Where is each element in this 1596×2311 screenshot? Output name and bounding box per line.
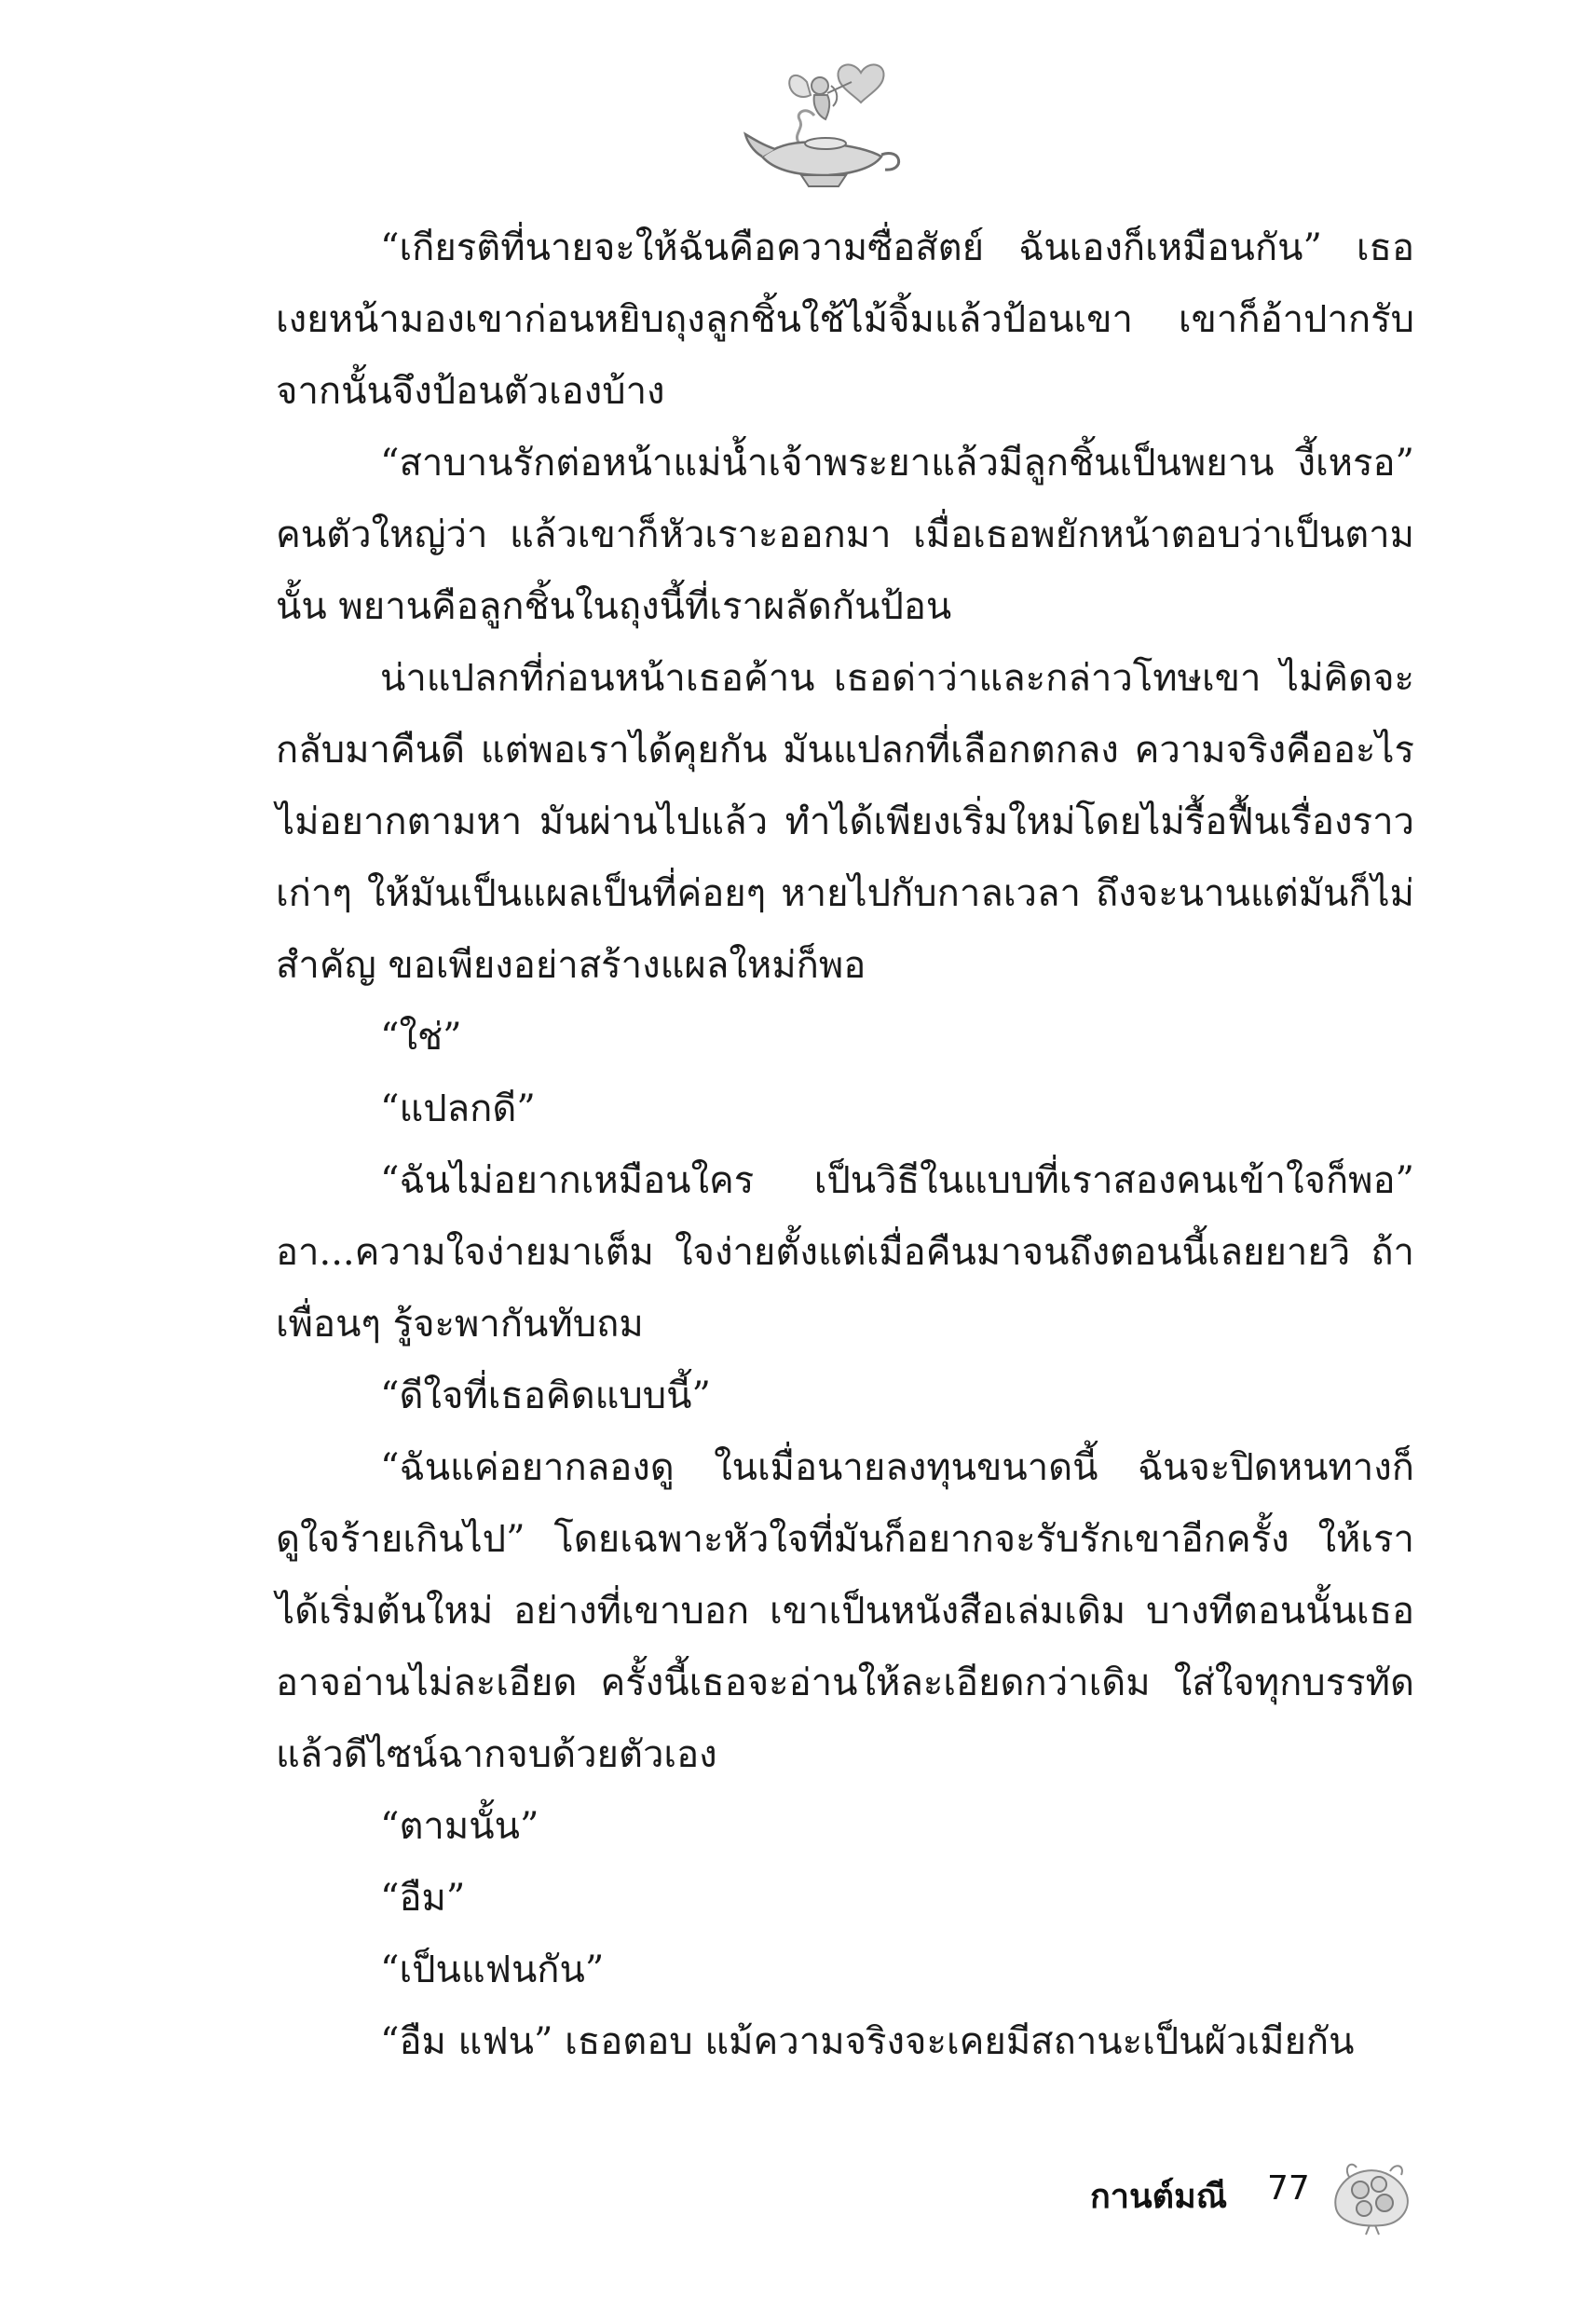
- dialogue-line: “เป็นแฟนกัน”: [380, 1949, 605, 1991]
- chapter-text: [276, 212, 1414, 2078]
- book-title: กานต์มณี: [1090, 2178, 1228, 2216]
- paragraph: “อืม แฟน” เธอตอบ แม้ความจริงจะเคยมีสถานะเป็นผัวเมียกัน: [380, 2020, 1355, 2063]
- flower-bouquet-icon: [1323, 2143, 1416, 2236]
- dialogue-line: “แปลกดี”: [380, 1087, 536, 1130]
- paragraph: น่าแปลกที่ก่อนหน้าเธอค้าน เธอด่าว่าและกล่าวโทษเขา ไม่คิดจะกลับมาคืนดี แต่พอเราได้คุยกัน มันแปลกที่เลือกตกลง ความจริงคืออะไรไม่อยากตามหา มันผ่านไปแล้ว ทำได้เพียงเริ่มใหม่โดยไม่รื้อฟื้นเรื่องราวเก่าๆ ให้มันเป็นแผลเป็นที่ค่อยๆ หายไปกับกาลเวลา ถึงจะนานแต่มันก็ไม่สำคัญ ขอเพียงอย่าสร้างแผลใหม่ก็พอ: [276, 657, 1414, 987]
- page-number: 77: [1267, 2169, 1310, 2208]
- paragraph: “สาบานรักต่อหน้าแม่น้ำเจ้าพระยาแล้วมีลูกชิ้นเป็นพยาน งี้เหรอ” คนตัวใหญ่ว่า แล้วเขาก็หัวเราะออกมา เมื่อเธอพยักหน้าตอบว่าเป็นตามนั้น พยานคือลูกชิ้นในถุงนี้ที่เราผลัดกันป้อน: [276, 442, 1414, 628]
- magic-lamp-cupid-icon: [742, 54, 909, 194]
- dialogue-line: “ใช่”: [380, 1016, 462, 1059]
- dialogue-line: “ดีใจที่เธอคิดแบบนี้”: [380, 1374, 711, 1417]
- page-footer: [1090, 2143, 1481, 2246]
- dialogue-line: “อืม”: [380, 1877, 466, 1920]
- paragraph: “ฉันแค่อยากลองดู ในเมื่อนายลงทุนขนาดนี้ ฉันจะปิดหนทางก็ดูใจร้ายเกินไป” โดยเฉพาะหัวใจที่มันก็อยากจะรับรักเขาอีกครั้ง ให้เราได้เริ่มต้นใหม่ อย่างที่เขาบอก เขาเป็นหนังสือเล่มเดิม บางทีตอนนั้นเธออาจอ่านไม่ละเอียด ครั้งนี้เธอจะอ่านให้ละเอียดกว่าเดิม ใส่ใจทุกบรรทัดแล้วดีไซน์ฉากจบด้วยตัวเอง: [276, 1446, 1414, 1776]
- dialogue-line: “ตามนั้น”: [380, 1805, 539, 1848]
- paragraph: “ฉันไม่อยากเหมือนใคร เป็นวิธีในแบบที่เราสองคนเข้าใจก็พอ” อา...ความใจง่ายมาเต็ม ใจง่ายตั้งแต่เมื่อคืนมาจนถึงตอนนี้เลยยายวิ ถ้าเพื่อนๆ รู้จะพากันทับถม: [276, 1159, 1414, 1346]
- paragraph: “เกียรติที่นายจะให้ฉันคือความซื่อสัตย์ ฉันเองก็เหมือนกัน” เธอเงยหน้ามองเขาก่อนหยิบถุงลูกชิ้นใช้ไม้จิ้มแล้วป้อนเขา เขาก็อ้าปากรับ จากนั้นจึงป้อนตัวเองบ้าง: [276, 226, 1414, 413]
